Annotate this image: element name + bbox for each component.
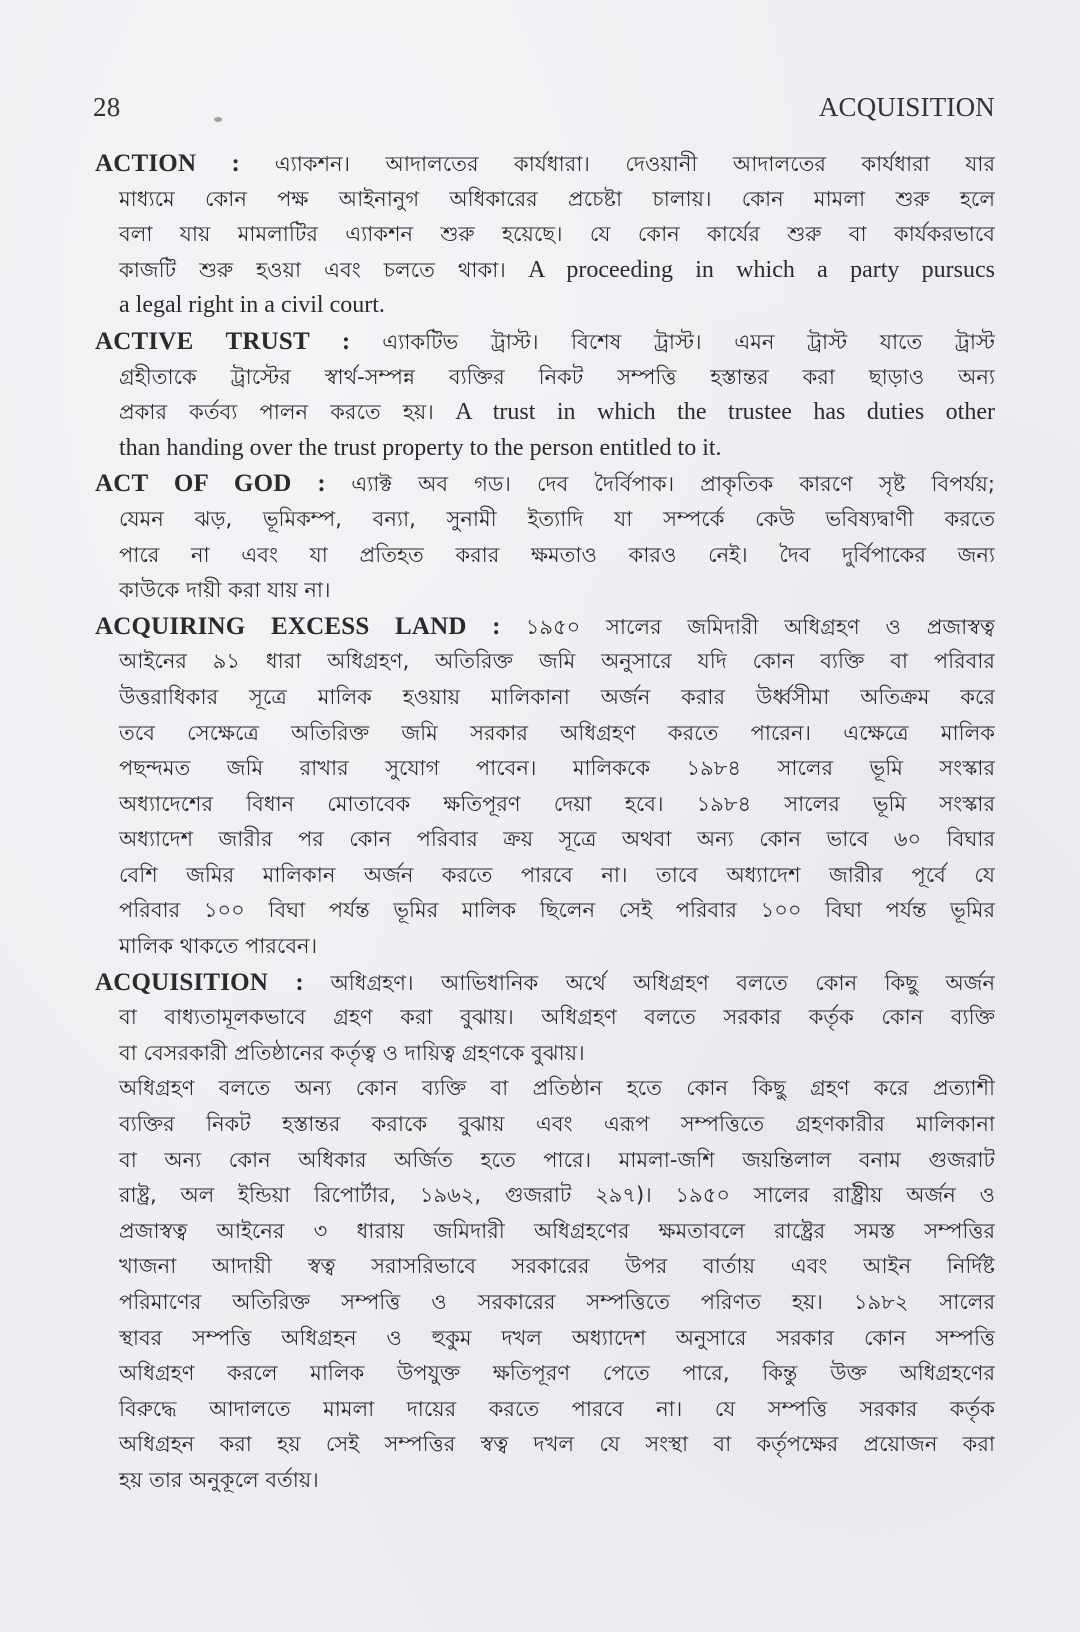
- entry-active-trust: [95, 324, 995, 466]
- definition-text: কাউকে দায়ী করা যায় না।: [119, 578, 331, 603]
- definition-text: অধিগ্রহন করা হয় সেই সম্পত্তির স্বত্ব দখল যে সংস্থা বা কর্তৃপক্ষের প্রয়োজন করা: [119, 1432, 995, 1457]
- definition-text: পরিমাণের অতিরিক্ত সম্পত্তি ও সরকারের সম্পত্তিতে পরিণত হয়। ১৯৮২ সালের: [119, 1290, 995, 1314]
- definition-text: অধিগ্রহণ। আভিধানিক অর্থে অধিগ্রহণ বলতে কোন কিছু অর্জন: [330, 970, 995, 995]
- definition-text: বলা যায় মামলাটির এ্যাকশন শুরু হয়েছে। যে কোন কার্যের শুরু বা কার্যকরভাবে: [119, 222, 995, 247]
- definition-text: অধ্যাদেশের বিধান মোতাবেক ক্ষতিপূরণ দেয়া হবে। ১৯৮৪ সালের ভূমি সংস্কার: [119, 791, 995, 816]
- headword: ACQUISITION :: [95, 968, 304, 996]
- definition-text: পরিবার ১০০ বিঘা পর্যন্ত ভূমির মালিক ছিলেন সেই পরিবার ১০০ বিঘা পর্যন্ত ভূমির: [119, 898, 995, 923]
- definition-text: বিরুদ্ধে আদালতে মামলা দায়ের করতে পারবে না। যে সম্পত্তি সরকার কর্তৃক: [119, 1396, 995, 1421]
- definition-text: খাজনা আদায়ী স্বত্ব সরাসরিভাবে সরকারের উপর বার্তায় এবং আইন নির্দিষ্ট: [119, 1254, 995, 1279]
- definition-text: প্রকার কর্তব্য পালন করতে হয়।: [119, 400, 434, 425]
- running-head: ACQUISITION: [818, 92, 995, 122]
- definition-text: অধিগ্রহণ বলতে অন্য কোন ব্যক্তি বা প্রতিষ্ঠান হতে কোন কিছু গ্রহণ করে প্রত্যাশী: [119, 1076, 995, 1101]
- definition-text: এ্যাকশন। আদালতের কার্যধারা। দেওয়ানী আদালতের কার্যধারা যার: [274, 152, 995, 176]
- definition-text: ব্যক্তির নিকট হস্তান্তর করাকে বুঝায় এবং এরূপ সম্পত্তিতে গ্রহণকারীর মালিকানা: [119, 1112, 995, 1137]
- definition-text: হয় তার অনুকূলে বর্তায়।: [119, 1467, 319, 1492]
- definition-text: পছন্দমত জমি রাখার সুযোগ পাবেন। মালিককে ১৯৮৪ সালের ভূমি সংস্কার: [119, 756, 995, 781]
- headword: ACQUIRING EXCESS LAND :: [95, 612, 501, 640]
- definition-text: এ্যাকটিভ ট্রাস্ট। বিশেষ ট্রাস্ট। এমন ট্রাস্ট যাতে ট্রাস্ট: [382, 329, 995, 354]
- paper-stain: [214, 117, 222, 122]
- entry-action: [95, 146, 995, 324]
- definition-text: মাধ্যমে কোন পক্ষ আইনানুগ অধিকারের প্রচেষ্টা চালায়। কোন মামলা শুরু হলে: [119, 186, 995, 211]
- english-gloss: a legal right in a civil court.: [119, 292, 385, 319]
- english-gloss: A proceeding in which a party pursucs: [505, 256, 995, 283]
- definition-text: গ্রহীতাকে ট্রাস্টের স্বার্থ-সম্পন্ন ব্যক্তির নিকট সম্পত্তি হস্তান্তর করা ছাড়াও অন্য: [119, 364, 995, 389]
- definition-text: তবে সেক্ষেত্রে অতিরিক্ত জমি সরকার অধিগ্রহণ করতে পারেন। এক্ষেত্রে মালিক: [119, 720, 995, 745]
- page-number: 28: [93, 92, 121, 122]
- definition-text: প্রজাস্বত্ব আইনের ৩ ধারায় জমিদারী অধিগ্রহণের ক্ষমতাবলে রাষ্ট্রের সমস্ত সম্পত্তির: [119, 1218, 995, 1243]
- definition-text: অধিগ্রহণ করলে মালিক উপযুক্ত ক্ষতিপূরণ পেতে পারে, কিন্তু উক্ত অধিগ্রহণের: [119, 1361, 995, 1386]
- definition-text: কাজটি শুরু হওয়া এবং চলতে থাকা।: [119, 257, 506, 282]
- entry-acquisition: [95, 965, 995, 1499]
- definition-text: অধ্যাদেশ জারীর পর কোন পরিবার ক্রয় সূত্রে অথবা অন্য কোন ভাবে ৬০ বিঘার: [119, 827, 995, 852]
- definition-text: মালিক থাকতে পারবেন।: [119, 934, 318, 959]
- definition-text: ১৯৫০ সালের জমিদারী অধিগ্রহণ ও প্রজাস্বত্ব: [525, 614, 995, 639]
- entry-act-of-god: [95, 466, 995, 608]
- definition-text: এ্যাক্ট অব গড। দেব দৈর্বিপাক। প্রাকৃতিক কারণে সৃষ্ট বিপর্যয়;: [351, 472, 995, 497]
- definition-text: বা অন্য কোন অধিকার অর্জিত হতে পারে। মামলা-জশি জয়ন্তিলাল বনাম গুজরাট: [119, 1147, 995, 1172]
- definition-text: বা বেসরকারী প্রতিষ্ঠানের কর্তৃত্ব ও দায়িত্ব গ্রহণকে বুঝায়।: [119, 1040, 585, 1065]
- english-gloss: A trust in which the trustee has duties other: [433, 399, 995, 426]
- headword: ACTIVE TRUST :: [95, 327, 351, 355]
- definition-text: আইনের ৯১ ধারা অধিগ্রহণ, অতিরিক্ত জমি অনুসারে যদি কোন ব্যক্তি বা পরিবার: [119, 649, 995, 674]
- definition-text: স্থাবর সম্পত্তি অধিগ্রহন ও হুকুম দখল অধ্যাদেশ অনুসারে সরকার কোন সম্পত্তি: [119, 1325, 995, 1350]
- headword: ACTION :: [95, 150, 241, 177]
- definition-text: বা বাধ্যতামূলকভাবে গ্রহণ করা বুঝায়। অধিগ্রহণ বলতে সরকার কর্তৃক কোন ব্যক্তি: [119, 1005, 995, 1030]
- running-header: [93, 92, 995, 128]
- definition-text: পারে না এবং যা প্রতিহত করার ক্ষমতাও কারও নেই। দৈব দুর্বিপাকের জন্য: [119, 542, 995, 567]
- definition-text: বেশি জমির মালিকান অর্জন করতে পারবে না। তাবে অধ্যাদেশ জারীর পূর্বে যে: [119, 862, 995, 887]
- definition-text: রাষ্ট্র, অল ইন্ডিয়া রিপোর্টার, ১৯৬২, গুজরাট ২৯৭)। ১৯৫০ সালের রাষ্ট্রীয় অর্জন ও: [119, 1183, 995, 1208]
- english-gloss: than handing over the trust property to the person entitled to it.: [119, 434, 722, 461]
- headword: ACT OF GOD :: [95, 470, 326, 498]
- definition-text: যেমন ঝড়, ভূমিকম্প, বন্যা, সুনামী ইত্যাদি যা সম্পর্কে কেউ ভবিষ্যদ্বাণী করতে: [119, 506, 995, 531]
- entry-acquiring-excess-land: [95, 609, 995, 965]
- dictionary-body: [95, 146, 995, 1499]
- definition-text: উত্তরাধিকার সূত্রে মালিক হওয়ায় মালিকানা অর্জন করার উর্ধ্বসীমা অতিক্রম করে: [119, 684, 995, 709]
